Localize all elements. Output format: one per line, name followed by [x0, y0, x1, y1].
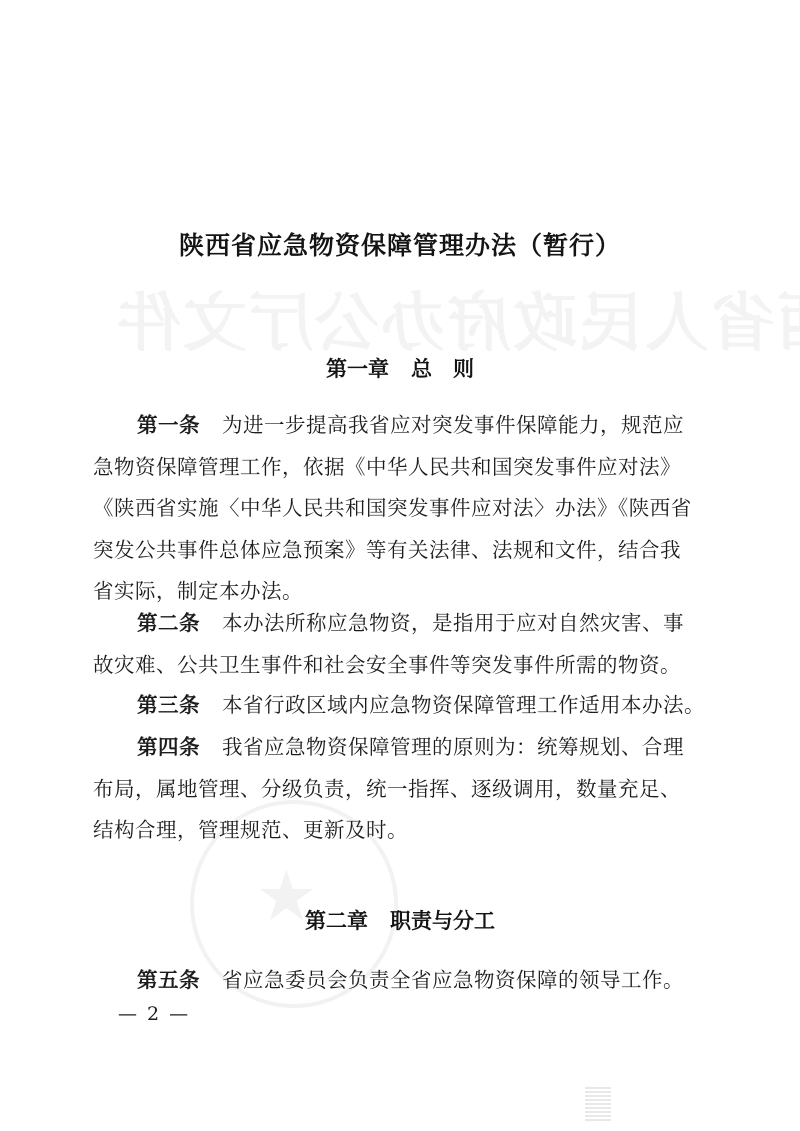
- article-text-line: 本省行政区域内应急物资保障管理工作适用本办法。: [222, 693, 705, 717]
- article-text-line: 故灾难、公共卫生事件和社会安全事件等突发事件所需的物资。: [93, 652, 681, 677]
- article-text-line: 结构合理，管理规范、更新及时。: [93, 818, 408, 842]
- seal-star-icon: ★: [255, 855, 318, 937]
- chapter-name: 总 则: [411, 356, 474, 381]
- article-text-line: 省实际，制定本办法。: [93, 579, 303, 603]
- article-text-line: 《陕西省实施〈中华人民共和国突发事件应对法〉办法》《陕西省: [93, 496, 692, 520]
- chapter-name: 职责与分工: [390, 908, 495, 933]
- chapter-heading-1: [0, 353, 800, 383]
- article-2: [93, 603, 693, 686]
- article-label: 第五条: [137, 968, 200, 992]
- article-text-line: 突发公共事件总体应急预案》等有关法律、法规和文件，结合我: [93, 537, 681, 562]
- document-title: 陕西省应急物资保障管理办法（暂行）: [178, 231, 621, 260]
- article-text-line: 急物资保障管理工作，依据《中华人民共和国突发事件应对法》: [93, 454, 681, 479]
- article-3: [93, 685, 705, 727]
- article-text-line: 省应急委员会负责全省应急物资保障的领导工作。: [222, 968, 684, 992]
- article-label: 第三条: [137, 693, 200, 717]
- article-label: 第四条: [137, 735, 200, 759]
- bleed-through-header: [115, 272, 800, 364]
- article-text-line: 布局，属地管理、分级负责，统一指挥、逐级调用，数量充足、: [93, 776, 681, 801]
- scan-corner-mark: [585, 1085, 611, 1121]
- chapter-number: 第二章: [305, 908, 368, 933]
- article-label: 第二条: [137, 611, 200, 635]
- page-number: — 2 —: [118, 1003, 191, 1025]
- chapter-heading-2: [0, 905, 800, 935]
- article-1: [93, 405, 693, 613]
- article-text-line: 为进一步提高我省应对突发事件保障能力，规范应: [222, 413, 684, 437]
- article-5: [93, 960, 693, 1002]
- article-4: [93, 727, 693, 852]
- chapter-number: 第一章: [326, 356, 389, 381]
- article-text-line: 我省应急物资保障管理的原则为：统筹规划、合理: [222, 735, 684, 759]
- article-text-line: 本办法所称应急物资，是指用于应对自然灾害、事: [222, 611, 684, 635]
- article-label: 第一条: [137, 413, 200, 437]
